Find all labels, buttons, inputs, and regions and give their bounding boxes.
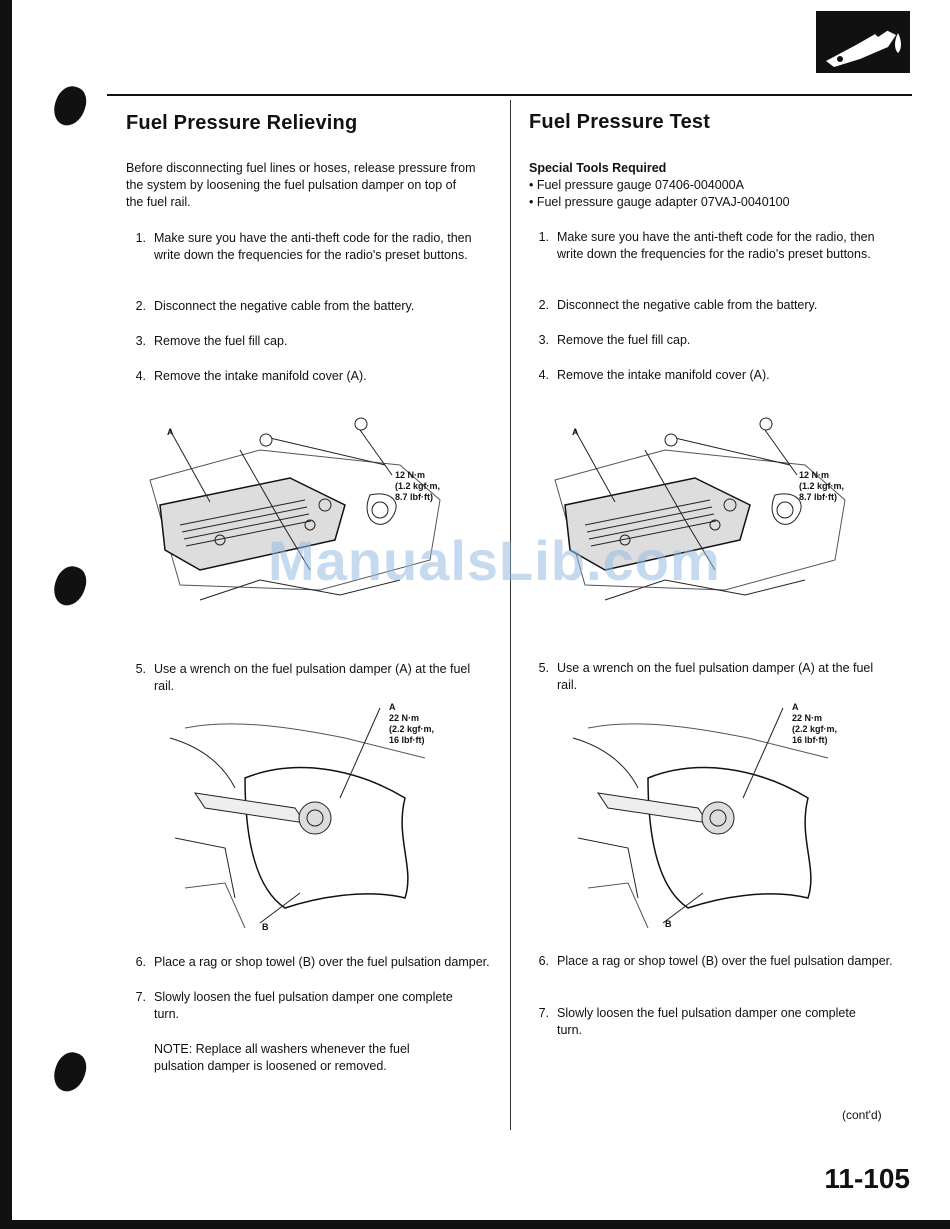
step-number: 5. — [135, 662, 146, 676]
step-number: 6. — [538, 954, 549, 968]
step-number: 1. — [538, 230, 549, 244]
continued-label: (cont'd) — [842, 1108, 882, 1122]
right-title: Fuel Pressure Test — [529, 111, 711, 133]
binding-edge — [0, 0, 12, 1229]
bottom-edge — [0, 1220, 950, 1229]
punch-hole-mark — [50, 562, 91, 609]
column-divider — [510, 100, 511, 1130]
callout-a: A — [167, 427, 174, 437]
torque-line-2: (1.2 kgf·m, — [395, 481, 441, 491]
step-text: Use a wrench on the fuel pulsation damper (A) at the fuel rail. — [154, 662, 471, 693]
step-number: 3. — [135, 334, 146, 348]
step-text: Slowly loosen the fuel pulsation damper one complete turn. — [154, 990, 453, 1021]
step-text: Make sure you have the anti-theft code for the radio, then write down the frequencies for the radio's preset buttons. — [557, 230, 875, 261]
torque-line-1: 12 N·m — [799, 470, 830, 480]
step-number: 6. — [135, 955, 146, 969]
step-text: Remove the fuel fill cap. — [154, 334, 288, 348]
callout-b: B — [665, 919, 672, 929]
step-number: 5. — [538, 661, 549, 675]
torque-line-3: 8.7 lbf·ft) — [395, 492, 433, 502]
callout-a: A — [572, 427, 579, 437]
torque-line-3: 16 lbf·ft) — [389, 735, 425, 745]
step-number: 7. — [135, 990, 146, 1004]
callout-a: A — [389, 702, 396, 712]
intake-manifold-cover-figure — [545, 410, 875, 630]
step-text: Place a rag or shop towel (B) over the fuel pulsation damper. — [154, 955, 490, 969]
left-title: Fuel Pressure Relieving — [126, 112, 358, 134]
step-number: 7. — [538, 1006, 549, 1020]
step-text: Remove the intake manifold cover (A). — [154, 369, 367, 383]
left-intro: Before disconnecting fuel lines or hoses, release pressure from the system by loosening the fuel pulsation damper on top of the fuel rail. — [126, 161, 476, 209]
step-number: 3. — [538, 333, 549, 347]
header-rule — [107, 94, 912, 96]
step-number: 2. — [135, 299, 146, 313]
intake-manifold-cover-figure — [140, 410, 470, 630]
callout-b: B — [262, 922, 269, 932]
callout-a: A — [792, 702, 799, 712]
step-number: 1. — [135, 231, 146, 245]
torque-line-2: (2.2 kgf·m, — [792, 724, 838, 734]
step-number: 4. — [135, 369, 146, 383]
torque-line-1: 22 N·m — [792, 713, 823, 723]
step-number: 2. — [538, 298, 549, 312]
step-text: Use a wrench on the fuel pulsation damper (A) at the fuel rail. — [557, 661, 874, 692]
step-text: Remove the fuel fill cap. — [557, 333, 691, 347]
pulsation-damper-figure — [568, 698, 858, 938]
tool-item: • Fuel pressure gauge adapter 07VAJ-0040100 — [529, 195, 790, 209]
tools-heading: Special Tools Required — [529, 161, 667, 175]
pulsation-damper-figure — [165, 698, 455, 938]
step-text: Disconnect the negative cable from the battery. — [557, 298, 818, 312]
torque-line-3: 16 lbf·ft) — [792, 735, 828, 745]
page-number: 11-105 — [824, 1163, 910, 1194]
note-text: NOTE: Replace all washers whenever the fuel pulsation damper is loosened or removed. — [154, 1042, 410, 1073]
watermark: ManualsLib.com — [268, 529, 721, 592]
torque-line-1: 22 N·m — [389, 713, 420, 723]
step-text: Remove the intake manifold cover (A). — [557, 368, 770, 382]
torque-line-1: 12 N·m — [395, 470, 426, 480]
tool-item: • Fuel pressure gauge 07406-004000A — [529, 178, 744, 192]
torque-line-2: (1.2 kgf·m, — [799, 481, 845, 491]
step-text: Disconnect the negative cable from the battery. — [154, 299, 415, 313]
step-text: Place a rag or shop towel (B) over the fuel pulsation damper. — [557, 954, 893, 968]
step-number: 4. — [538, 368, 549, 382]
punch-hole-mark — [50, 1048, 91, 1095]
step-text: Make sure you have the anti-theft code for the radio, then write down the frequencies for the radio's preset buttons. — [154, 231, 472, 262]
punch-hole-mark — [50, 82, 91, 129]
step-text: Slowly loosen the fuel pulsation damper one complete turn. — [557, 1006, 856, 1037]
torque-line-2: (2.2 kgf·m, — [389, 724, 435, 734]
torque-line-3: 8.7 lbf·ft) — [799, 492, 837, 502]
fuel-system-icon — [816, 11, 910, 73]
